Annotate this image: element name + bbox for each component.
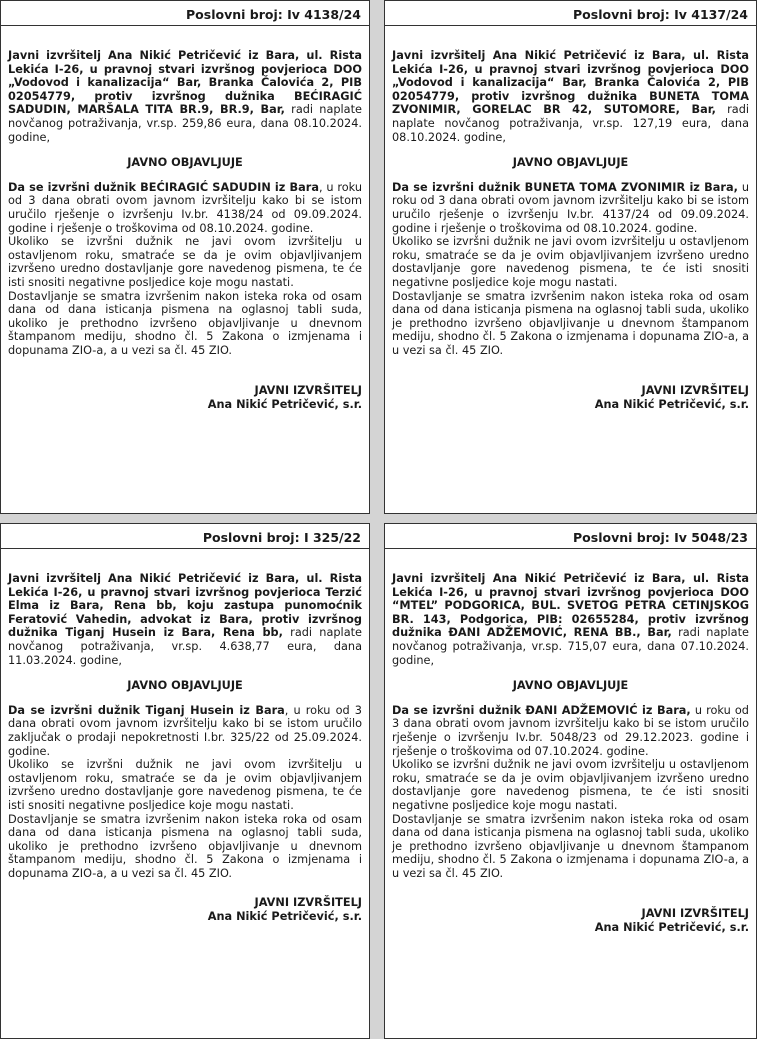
case-number: Poslovni broj: I 325/22: [1, 524, 369, 549]
signature-title: JAVNI IZVRŠITELJ: [641, 907, 749, 921]
signature-name: Ana Nikić Petričević, s.r.: [207, 398, 362, 412]
notice-iv-4137-24: [384, 0, 757, 514]
paragraph-2: Ukoliko se izvršni dužnik ne javi ovom izvršitelju u ostavljenom roku, smatraće se da je ovim objavljivanjem izvršeno uredno dostavljanje gore navedenog pismena, te će isti snositi negativne posljedice koje mogu nastati.: [392, 235, 749, 289]
intro-bold-text: Javni izvršitelj Ana Nikić Petričević iz Bara, ul. Rista Lekića I-26, u pravnoj stvari izvršnog povjerioca Terzić Elma iz Bara, Rena bb, koju zastupa punomoćnik Feratović Vahedin, advokat iz Bara, protiv izvršnog dužnika Tiganj Husein iz Bara, Rena bb,: [8, 572, 362, 640]
notice-body: [8, 49, 362, 412]
paragraph-1: [8, 704, 362, 758]
signature: [8, 384, 362, 412]
intro-text: radi naplate novčanog potraživanja, vr.sp. 4.638,77 eura, dana 11.03.2024. godine,: [8, 626, 362, 667]
intro-text: radi naplate novčanog potraživanja, vr.sp. 715,07 eura, dana 07.10.2024. godine,: [392, 626, 749, 667]
notice-heading: JAVNO OBJAVLJUJE: [512, 156, 629, 170]
paragraph-3: Dostavljanje se smatra izvršenim nakon isteka roka od osam dana od dana isticanja pismena na oglasnoj tabli suda, ukoliko je prethodno izvršeno objavljivanje u dnevnom štampanom mediju, shodno čl. 5 Zakona o izmjenama i dopunama ZIO-a, a u vezi sa čl. 45 ZIO.: [392, 812, 749, 880]
notice-iv-5048-23: [384, 523, 757, 1039]
debtor-bold-text: Da se izvršni dužnik BEĆIRAGIĆ SADUDIN iz Bara: [8, 180, 319, 194]
notice-heading: JAVNO OBJAVLJUJE: [512, 679, 629, 693]
debtor-bold-text: Da se izvršni dužnik BUNETA TOMA ZVONIMIR iz Bara,: [392, 180, 738, 194]
notice-heading: JAVNO OBJAVLJUJE: [127, 679, 243, 693]
signature-title: JAVNI IZVRŠITELJ: [254, 384, 362, 398]
notice-body: [392, 49, 749, 412]
notice-body: [8, 572, 362, 924]
case-number: Poslovni broj: Iv 4137/24: [385, 1, 756, 26]
notice-intro: [392, 49, 749, 144]
signature: [392, 907, 749, 935]
intro-bold-text: Javni izvršitelj Ana Nikić Petričević iz Bara, ul. Rista Lekića I-26, u pravnoj stvari izvršnog povjerioca DOO „Vodovod i kanalizacija“ Bar, Branka Čalovića 2, PIB 02054779, protiv izvršnog dužnika BUNETA TOMA ZVONIMIR, GORELAC BR 42, SUTOMORE, Bar,: [392, 49, 749, 117]
paragraph-1-text: u roku od 3 dana obrati ovom javnom izvršitelju kako bi se istom uručilo rješenje o izvršenju Iv.br. 4137/24 od 09.09.2024. godine i rješenje o troškovima od 08.10.2024. godine.: [392, 180, 749, 235]
notice-intro: [8, 572, 362, 667]
signature: [8, 896, 362, 924]
intro-text: radi naplate novčanog potraživanja, vr.sp. 127,19 eura, dana 08.10.2024. godine,: [392, 103, 750, 144]
case-number: Poslovni broj: Iv 4138/24: [1, 1, 369, 26]
notice-i-325-22: [0, 523, 370, 1039]
paragraph-1-text: , u roku od 3 dana obrati ovom javnom izvršitelju kako bi se istom uručilo rješenje o izvršenju Iv.br. 4138/24 od 09.09.2024. godine i rješenje o troškovima od 08.10.2024. godine.: [8, 180, 362, 235]
notice-heading: JAVNO OBJAVLJUJE: [127, 156, 243, 170]
signature-name: Ana Nikić Petričević, s.r.: [207, 910, 362, 924]
case-number: Poslovni broj: Iv 5048/23: [385, 524, 756, 549]
paragraph-1-text: , u roku od 3 dana obrati ovom javnom izvršitelju kako bi se istom uručilo zaključak o prodaji nepokretnosti I.br. 325/22 od 25.09.2024. godine.: [8, 703, 362, 758]
signature-name: Ana Nikić Petričević, s.r.: [594, 921, 749, 935]
debtor-bold-text: Da se izvršni dužnik ĐANI ADŽEMOVIĆ iz Bara,: [392, 703, 691, 717]
paragraph-2: Ukoliko se izvršni dužnik ne javi ovom izvršitelju u ostavljenom roku, smatraće se da je ovim objavljivanjem izvršeno uredno dostavljanje gore navedenog pismena, te će isti snositi negativne posljedice koje mogu nastati.: [8, 235, 362, 289]
paragraph-1-text: u roku od 3 dana obrati ovom javnom izvršitelju kako bi se istom uručilo rješenje o izvršenju Iv.br. 5048/23 od 29.12.2023. godine i rješenje o troškovima od 07.10.2024. godine.: [392, 703, 749, 758]
paragraph-1: [392, 704, 749, 758]
intro-bold-text: Javni izvršitelj Ana Nikić Petričević iz Bara, ul. Rista Lekića I-26, u pravnoj stvari izvršnog povjerioca DOO “MTEL” PODGORICA, BUL. SVETOG PETRA CETINJSKOG BR. 143, Podgorica, PIB: 02655284, protiv izvršnog dužnika ĐANI ADŽEMOVIĆ, RENA BB., Bar,: [392, 572, 749, 640]
signature-title: JAVNI IZVRŠITELJ: [641, 384, 749, 398]
paragraph-2: Ukoliko se izvršni dužnik ne javi ovom izvršitelju u ostavljenom roku, smatraće se da je ovim objavljivanjem izvršeno uredno dostavljanje gore navedenog pismena, te će isti snositi negativne posljedice koje mogu nastati.: [392, 758, 749, 812]
paragraph-3: Dostavljanje se smatra izvršenim nakon isteka roka od osam dana od dana isticanja pismena na oglasnoj tabli suda, ukoliko je prethodno izvršeno objavljivanje u dnevnom štampanom mediju, shodno čl. 5 Zakona o izmjenama i dopunama ZIO-a, a u vezi sa čl. 45 ZIO.: [8, 812, 362, 880]
signature-name: Ana Nikić Petričević, s.r.: [594, 398, 749, 412]
notice-body: [392, 572, 749, 935]
signature-title: JAVNI IZVRŠITELJ: [254, 896, 362, 910]
signature: [392, 384, 749, 412]
notice-intro: [392, 572, 749, 667]
paragraph-1: [392, 181, 749, 235]
paragraph-3: Dostavljanje se smatra izvršenim nakon isteka roka od osam dana od dana isticanja pismena na oglasnoj tabli suda, ukoliko je prethodno izvršeno objavljivanje u dnevnom štampanom mediju, shodno čl. 5 Zakona o izmjenama i dopunama ZIO-a, a u vezi sa čl. 45 ZIO.: [392, 289, 749, 357]
paragraph-3: Dostavljanje se smatra izvršenim nakon isteka roka od osam dana od dana isticanja pismena na oglasnoj tabli suda, ukoliko je prethodno izvršeno objavljivanje u dnevnom štampanom mediju, shodno čl. 5 Zakona o izmjenama i dopunama ZIO-a, a u vezi sa čl. 45 ZIO.: [8, 289, 362, 357]
paragraph-2: Ukoliko se izvršni dužnik ne javi ovom izvršitelju u ostavljenom roku, smatraće se da je ovim objavljivanjem izvršeno uredno dostavljanje gore navedenog pismena, te će isti snositi negativne posljedice koje mogu nastati.: [8, 758, 362, 812]
paragraph-1: [8, 181, 362, 235]
notice-intro: [8, 49, 362, 144]
notice-iv-4138-24: [0, 0, 370, 514]
intro-bold-text: Javni izvršitelj Ana Nikić Petričević iz Bara, ul. Rista Lekića I-26, u pravnoj stvari izvršnog povjerioca DOO „Vodovod i kanalizacija“ Bar, Branka Čalovića 2, PIB 02054779, protiv izvršnog dužnika BEĆIRAGIĆ SADUDIN, MARŠALA TITA BR.9, BR.9, Bar,: [8, 49, 362, 117]
intro-text: radi naplate novčanog potraživanja, vr.sp. 259,86 eura, dana 08.10.2024. godine,: [8, 103, 362, 144]
debtor-bold-text: Da se izvršni dužnik Tiganj Husein iz Bara: [8, 703, 285, 717]
